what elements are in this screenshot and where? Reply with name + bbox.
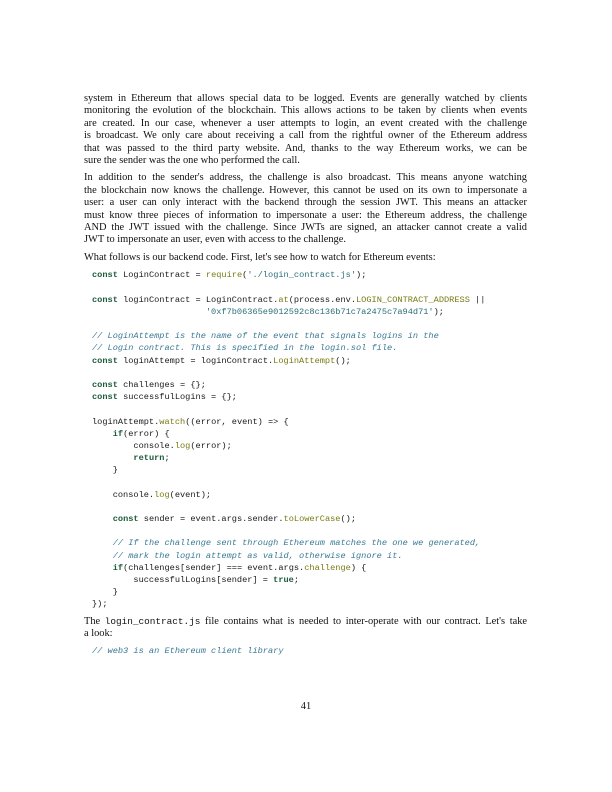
- code-line: [92, 294, 527, 306]
- text-line: monitoring the evolution of the blockchain. This allows actions to be taken by clients when events: [84, 105, 527, 117]
- code-keyword: true: [273, 574, 294, 585]
- code-line: [92, 586, 527, 598]
- code-identifier: LoginAttempt: [273, 355, 336, 366]
- code-comment: // web3 is an Ethereum client library: [92, 646, 284, 657]
- code-text: [92, 307, 206, 317]
- code-text: console.: [92, 440, 175, 451]
- code-text: [92, 429, 113, 439]
- code-block-backend: [92, 269, 527, 610]
- code-line: [92, 391, 527, 403]
- code-text: LoginContract =: [117, 270, 206, 281]
- code-text: sender = event.args.sender.: [138, 514, 284, 525]
- text-line: that was passed to the third party website. And, thanks to the way Ethereum works, we can be: [84, 142, 527, 154]
- code-comment: // Login contract. This is specified in the login.sol file.: [92, 343, 398, 354]
- code-line: [92, 318, 527, 330]
- code-line: [92, 367, 527, 379]
- code-line: [92, 537, 527, 549]
- text-line: What follows is our backend code. First, let's see how to watch for Ethereum events:: [84, 251, 436, 263]
- code-text: loginAttempt.: [92, 416, 160, 427]
- paragraph-challenge-broadcast: [84, 172, 527, 246]
- code-text: ();: [335, 355, 351, 366]
- code-identifier: toLowerCase: [283, 514, 341, 525]
- text-line: is broadcast. We only care about receiving a call from the rightful owner of the Ethereum address: [84, 130, 527, 142]
- code-text: [92, 514, 113, 524]
- code-line: [92, 269, 527, 281]
- code-line: [92, 489, 527, 501]
- code-identifier: watch: [159, 416, 186, 427]
- code-text: ;: [293, 574, 300, 585]
- text-line: the blockchain now knows the challenge. However, this cannot be used on its own to impersonate a: [84, 184, 527, 196]
- code-text: }: [92, 587, 118, 598]
- code-text: (challenges[sender] === event.args.: [123, 562, 305, 573]
- text-line: are created. In our case, whenever a user attempts to login, an event created with the challenge: [84, 117, 527, 129]
- code-line: [92, 513, 527, 525]
- code-text: [92, 538, 113, 548]
- code-text: ((error, event) => {: [185, 416, 289, 427]
- code-text: [92, 551, 113, 561]
- code-text: loginAttempt = loginContract.: [117, 355, 274, 366]
- code-text: successfulLogins[sender] =: [92, 574, 274, 585]
- code-text: ) {: [350, 562, 367, 573]
- code-line: [92, 416, 527, 428]
- code-text: }: [92, 465, 118, 476]
- code-text: ||: [469, 294, 486, 305]
- code-keyword: const: [92, 392, 118, 403]
- text-line: must know three pieces of information to impersonate a user: the Ethereum address, the challenge: [84, 209, 527, 221]
- code-text: );: [356, 270, 367, 281]
- code-text: (event);: [169, 489, 212, 500]
- code-text: successfulLogins = {};: [117, 392, 237, 403]
- code-line: [92, 525, 527, 537]
- code-text: );: [433, 306, 444, 317]
- code-line: [92, 562, 527, 574]
- code-line: [92, 645, 527, 657]
- paragraph-login-contract: [84, 616, 527, 641]
- code-line: [92, 440, 527, 452]
- page-number: 41: [300, 701, 312, 712]
- code-line: [92, 464, 527, 476]
- code-keyword: const: [92, 379, 118, 390]
- code-line: [92, 403, 527, 415]
- text: file contains what is needed to inter-operate with our contract. Let's take: [200, 615, 527, 627]
- code-text: (error);: [190, 440, 232, 451]
- text-line: user: a user can only interact with the backend through the session JWT. This means an attacker: [84, 197, 527, 209]
- document-page: [84, 93, 527, 663]
- code-identifier: require: [205, 270, 243, 281]
- code-keyword: const: [92, 294, 118, 305]
- paragraph-events: [84, 93, 527, 167]
- code-text: challenges = {};: [117, 379, 206, 390]
- text-line: JWT to impersonate an user, even with access to the challenge.: [84, 234, 346, 246]
- code-line: [92, 550, 527, 562]
- code-text: ();: [340, 514, 357, 525]
- code-identifier: LOGIN_CONTRACT_ADDRESS: [356, 294, 470, 305]
- code-line: [92, 501, 527, 513]
- text-line: system in Ethereum that allows special data to be logged. Events are generally watched by clients: [84, 93, 527, 104]
- code-keyword: if: [112, 562, 124, 573]
- code-string: './login_contract.js': [247, 270, 357, 281]
- code-line: [92, 281, 527, 293]
- code-text: console.: [92, 489, 155, 500]
- code-identifier: challenge: [304, 562, 351, 573]
- inline-code: login_contract.js: [104, 615, 201, 627]
- code-block-web3: [92, 645, 527, 657]
- code-identifier: log: [154, 489, 170, 500]
- code-line: [92, 330, 527, 342]
- code-text: [92, 453, 133, 463]
- code-line: [92, 452, 527, 464]
- code-text: (error) {: [123, 428, 170, 439]
- text-line: AND the JWT issued with the challenge. Since JWTs are signed, an attacker cannot create a valid: [84, 222, 527, 234]
- code-string: '0xf7b06365e9012592c8c136b71c7a2475c7a94d71': [205, 306, 434, 317]
- code-text: });: [92, 599, 108, 610]
- code-keyword: return: [133, 453, 165, 464]
- code-text: loginContract = LoginContract.: [117, 294, 279, 305]
- code-text: (process.env.: [288, 294, 356, 305]
- code-line: [92, 574, 527, 586]
- code-line: [92, 379, 527, 391]
- paragraph-backend-intro: [84, 252, 527, 264]
- code-identifier: at: [278, 294, 289, 305]
- text: The: [84, 615, 105, 627]
- code-identifier: log: [174, 440, 191, 451]
- text-line: a look:: [84, 627, 113, 639]
- code-line: [92, 598, 527, 610]
- code-keyword: if: [112, 428, 124, 439]
- code-keyword: const: [92, 270, 118, 281]
- code-text: ;: [164, 453, 170, 464]
- code-comment: // mark the login attempt as valid, otherwise ignore it.: [112, 550, 403, 561]
- code-line: [92, 342, 527, 354]
- text-line: In addition to the sender's address, the challenge is also broadcast. This means anyone watching: [84, 172, 527, 184]
- code-comment: // LoginAttempt is the name of the event that signals logins in the: [92, 331, 439, 342]
- code-keyword: const: [92, 355, 118, 366]
- code-text: (: [242, 270, 248, 281]
- code-line: [92, 355, 527, 367]
- code-text: [92, 563, 113, 573]
- text-line: sure the sender was the one who performed the call.: [84, 155, 300, 167]
- code-keyword: const: [112, 514, 139, 525]
- code-line: [92, 306, 527, 318]
- code-line: [92, 428, 527, 440]
- code-line: [92, 476, 527, 488]
- code-comment: // If the challenge sent through Ethereum matches the one we generated,: [112, 538, 481, 549]
